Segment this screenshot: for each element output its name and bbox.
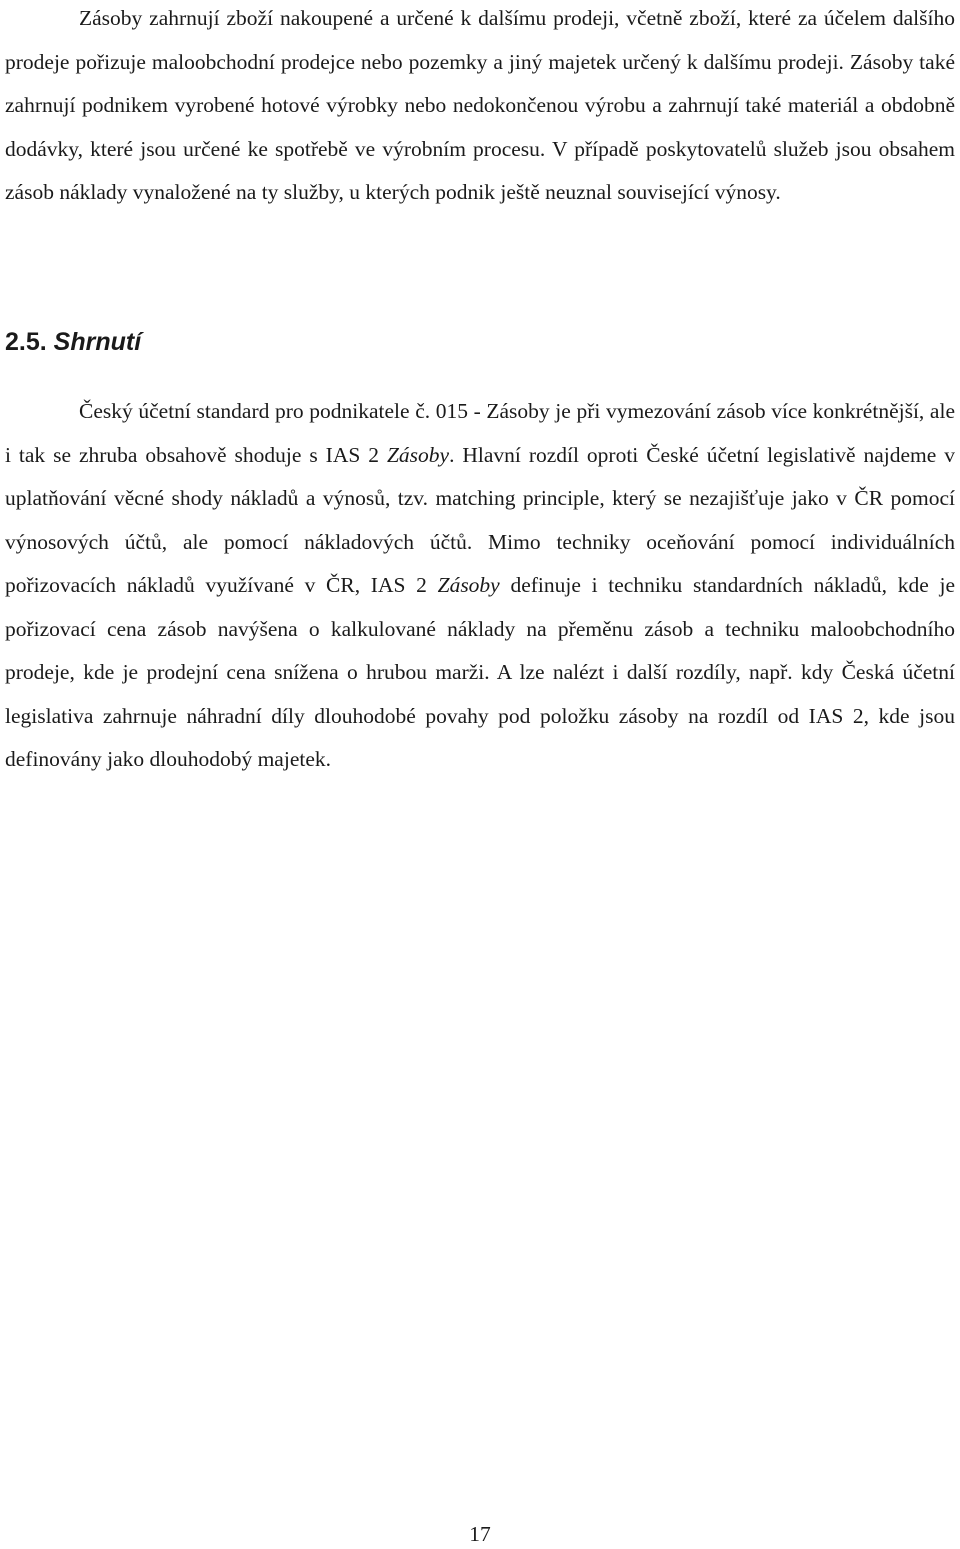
section-number: 2.5.: [5, 328, 47, 356]
paragraph-text: Zásoby zahrnují zboží nakoupené a určené k dalšímu prodeji, včetně zboží, které za účelem dalšího prodeje pořizuje maloobchodní prodejce nebo pozemky a jiný majetek určený k dalšímu prodeji. Zásoby také zahrnují podnikem vyrobené hotové výrobky nebo nedokončenou výrobu a zahrnují také materiál a obdobně dodávky, které jsou určené ke spotřebě ve výrobním procesu. V případě poskytovatelů služeb jsou obsahem zásob náklady vynaložené na ty služby, u kterých podnik ještě neuznal související výnosy.: [5, 6, 955, 204]
italic-term: Zásoby: [386, 442, 450, 467]
paragraph-text-part-1: Český účetní standard pro podnikatele č. 015 - Zásoby je při vymezování zásob více konkrétnější, ale i tak se zhruba obsahově shoduje s IAS 2: [5, 399, 955, 467]
page-number: 17: [469, 1522, 491, 1546]
paragraph-summary: [5, 390, 955, 782]
paragraph-text-part-2: . Hlavní rozdíl oproti České účetní legislativě najdeme v uplatňování věcné shody nákladů a výnosů, tzv. matching principle, který se nezajišťuje jako v ČR pomocí výnosových účtů, ale pomocí nákladových účtů. Mimo techniky oceňování pomocí individuálních pořizovacích nákladů využívané v ČR, IAS 2: [5, 442, 955, 597]
paragraph-text-part-3: definuje i techniku standardních nákladů, kde je pořizovací cena zásob navýšena o kalkulované náklady na přeměnu zásob a techniku maloobchodního prodeje, kde je prodejní cena snížena o hrubou marži. A lze nalézt i další rozdíly, např. kdy Česká účetní legislativa zahrnuje náhradní díly dlouhodobé povahy pod položku zásoby na rozdíl od IAS 2, kde jsou definovány jako dlouhodobý majetek.: [5, 573, 955, 771]
section-title: Shrnutí: [53, 328, 142, 356]
italic-term: Zásoby: [437, 573, 500, 597]
paragraph-inventory-definition: [5, 0, 955, 215]
section-heading: [5, 320, 141, 364]
